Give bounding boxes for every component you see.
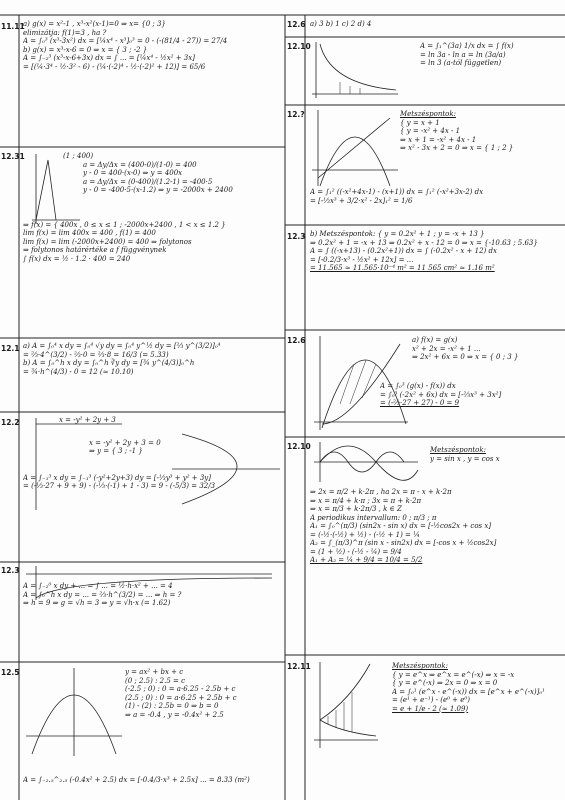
solution-text: x = -y² + 2y + 3 x = -y² + 2y + 3 = 0 ⇒ y = { 3 ; -1 } A = ∫₋₁³ x dy = ∫₋₁³ (-y²+2y+3) dy = [-⅓y³ + y² + 3y] = (-⅓·27 + 9 + 9) - (-⅓·(-1) + 1 - 3) = 9 - (-5/3) = 32/3: [23, 416, 216, 490]
problem-number: 11.11: [1, 22, 25, 31]
solution-text: Metszéspontok: y = sin x , y = cos x: [430, 446, 500, 463]
solution-text: b) Metszéspontok: { y = 0.2x² + 1 ; y = -x + 13 } ⇒ 0.2x² + 1 = -x + 13 ⇒ 0.2x² + x - 12 = 0 ⇒ x = {-10.63 ; 5.63} A = ∫ ((-x+13) - (0.2x²+1)) dx = ∫ (-0.2x² - x + 12) dx = [-0.2/3·x³ - ½x² + 12x] = ... = 11.565 ≈ 11.565·10⁻⁴ m² = 11 565 cm² ≈ 1.16 m²: [310, 230, 538, 272]
problem-number: 12.2: [1, 418, 20, 427]
problem-number: 12.6: [287, 20, 306, 29]
solution-text: a) g(x) = x²-1 , x³-x²(x-1)=0 ⇒ x= {0 ; 3} elimizátja: f(1)=3 , ha ? A = ∫₀³ (x³-3x²) dx = [¼x⁴ - x³]₀³ = 0 - (-(81/4 - 27)) = 27/4 b) g(x) = x³-x-6 = 0 ⇒ x = { 3 ; -2 } A = ∫₋₂³ (x³-x-6+3x) dx = ∫ ... = [¼x⁴ - ½x² + 3x] = [(¼·3⁴ - ½·3² - 6) - (¼·(-2)⁴ - ½·(-2)² + 12)] = 65/6: [23, 20, 228, 71]
exponential-sketch: [310, 660, 380, 750]
problem-number: 12.3: [287, 232, 306, 241]
hyperbola-sketch: [310, 40, 400, 102]
solution-text: y = ax² + bx + c (0 ; 2.5) : 2.5 = c (-2.5 ; 0) : 0 = a·6.25 - 2.5b + c (2.5 ; 0) : 0 = a·6.25 + 2.5b + c (1) - (2) : 2.5b = 0 ⇒ b = 0 ⇒ a = -0.4 , y = -0.4x² + 2.5: [125, 668, 237, 719]
solution-text-integral: ⇒ 2x = π/2 + k·2π , ha 2x = π - x + k·2π ⇒ x = π/4 + k·π ; 3x = π + k·2π ⇒ x = π/3 + k·2π/3 , k ∈ Z A periodikus intervallum: 0 ; π/3 ; π A₁ = ∫₀^(π/3) (sin2x - sin x) dx = [-½cos2x + cos x] = (-½·(-½) + ½) - (-½ + 1) = ¼ A₂ = ∫_(π/3)^π (sin x - sin2x) dx = [-cos x + ½cos2x] = (1 + ½) - (-½ - ¼) = 9/4 A₁ + A₂ = ¼ + 9/4 = 10/4 = 5/2: [310, 488, 497, 564]
solution-text: a) f(x) = g(x) x² + 2x = -x² + 1 ... ⇒ 2x² + 6x = 0 ⇒ x = { 0 ; 3 }: [412, 336, 519, 361]
problem-number: 12.?: [287, 110, 305, 119]
problem-number: 12.31: [1, 152, 25, 161]
solution-text-integral: A = ∫₀³ (g(x) - f(x)) dx = ∫₀³ (-2x² + 6x) dx = [-⅔x³ + 3x²] = (-⅔·27 + 27) - 0 = 9: [380, 382, 502, 407]
solution-text: a) 3 b) 1 c) 2 d) 4: [310, 20, 372, 28]
solution-text: A = ∫₋₂⁰ x dy + ... = ∫ ... = ½·h·x² + ... = 4 A = ∫₀^h x dy = ... = ⅔·h^(3/2) = ... ⇒ h = ? ⇒ h = 9 ⇒ g = √h = 3 ⇒ y = √h·x (= 1.62): [23, 582, 182, 607]
solution-text: A = ∫₁^(3a) 1/x dx = ∫ f(x) = ln 3a - ln a = ln (3a/a) = ln 3 (a-tól független): [420, 42, 514, 67]
problem-number: 12.5: [1, 668, 20, 677]
solution-text: Metszéspontok: { y = x + 1 { y = -x² + 4x - 1 ⇒ x + 1 = -x² + 4x - 1 ⇒ x² - 3x + 2 = 0 ⇒ x = { 1 ; 2 }: [400, 110, 514, 152]
problem-number: 12.6: [287, 336, 306, 345]
sine-curves-sketch: [310, 440, 420, 484]
solution-text: (1 ; 400) a = Δy/Δx = (400-0)/(1-0) = 400 y - 0 = 400·(x-0) ⇒ y = 400x a = Δy/Δx = (0-400)/(1.2-1) = -400·5 y - 0 = -400·5·(x-1.2) ⇒ y = -2000x + 2400 ⇒ f(x) = { 400x , 0 ≤ x ≤ 1 ; -2000x+2400 , 1 < x ≤ 1.2 } lim f(x) = lim 400x = 400 , f(1) = 400 lim f(x) = lim (-2000x+2400) = 400 ⇒ folytonos ⇒ folytonos határértéke a f függvénynek ∫ f(x) dx = ½ · 1.2 · 400 = 240: [23, 152, 233, 263]
problem-number: 12.1: [1, 344, 20, 353]
line-parabola-sketch: [310, 108, 400, 188]
solution-text: Metszéspontok: { y = e^x ⇒ e^x = e^(-x) ⇒ x = -x { y = e^(-x) ⇒ 2x = 0 ⇒ x = 0 A = ∫₀¹ (e^x - e^(-x)) dx = [e^x + e^(-x)]₀¹ = (e¹ + e⁻¹) - (e⁰ + e⁰) = e + 1/e - 2 (≈ 1.09): [392, 662, 545, 713]
problem-number: 12.11: [287, 662, 311, 671]
solution-text-integral: A = ∫₁² ((-x²+4x-1) - (x+1)) dx = ∫₁² (-x²+3x-2) dx = [-⅓x³ + 3/2·x² - 2x]₁² = 1/6: [310, 188, 484, 205]
solution-text-integral: A = ∫₋₂.₅^₂.₅ (-0.4x² + 2.5) dx = [-0.4/3·x³ + 2.5x] ... = 8.33 (m²): [23, 776, 250, 784]
problem-number: 12.10: [287, 442, 311, 451]
problem-number: 12.10: [287, 42, 311, 51]
solution-text: a) A = ∫₀⁴ x dy = ∫₀⁴ √y dy = ∫₀⁴ y^½ dy = [⅔ y^(3/2)]₀⁴ = ⅔·4^(3/2) - ⅔·0 = ⅔·8 = 16/3 (= 5.33) b) A = ∫₀^h x dy = ∫₀^h ∛y dy = [¾ y^(4/3)]₀^h = ¾·h^(4/3) - 0 = 12 (≈ 10.10): [23, 342, 221, 376]
problem-number: 12.3: [1, 566, 20, 575]
arch-parabola-sketch: [24, 666, 124, 758]
